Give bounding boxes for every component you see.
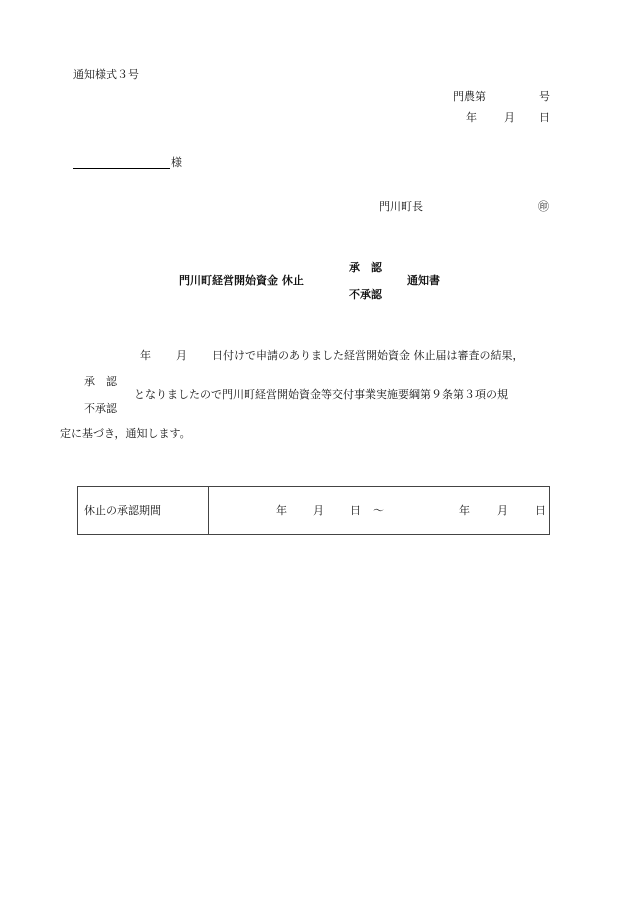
body-disapprove: 不承認 [84,402,117,415]
body-approve: 承 認 [84,375,117,388]
title-approve: 承 認 [349,261,382,274]
body-year: 年 [140,349,151,362]
title-disapprove: 不承認 [349,288,382,301]
title-tail: 通知書 [407,274,440,287]
end-day: 日 [535,504,546,517]
doc-number-prefix: 門農第 [453,90,486,103]
form-number: 通知様式３号 [73,68,139,81]
table-divider [208,487,209,534]
start-month: 月 [313,504,324,517]
title-main: 門川町経営開始資金 休止 [179,274,304,287]
body-month: 月 [176,349,187,362]
seal-mark: ㊞ [538,200,549,213]
end-year: 年 [459,504,470,517]
approval-period-table [77,486,550,535]
issuer-name: 門川町長 [379,200,423,213]
date-day: 日 [539,111,550,124]
body-line2: となりましたので門川町経営開始資金等交付事業実施要綱第９条第３項の規 [134,388,508,401]
date-month: 月 [504,111,515,124]
period-label: 休止の承認期間 [84,504,161,517]
addressee-suffix: 様 [171,156,182,169]
date-year: 年 [466,111,477,124]
body-line1: 日付けで申請のありました経営開始資金 休止届は審査の結果， [212,349,524,362]
start-day: 日 [350,504,361,517]
end-month: 月 [497,504,508,517]
body-line3: 定に基づき，通知します。 [60,427,191,440]
period-tilde: ～ [373,504,384,517]
addressee-blank-line [73,168,170,169]
doc-number-suffix: 号 [539,90,550,103]
start-year: 年 [276,504,287,517]
